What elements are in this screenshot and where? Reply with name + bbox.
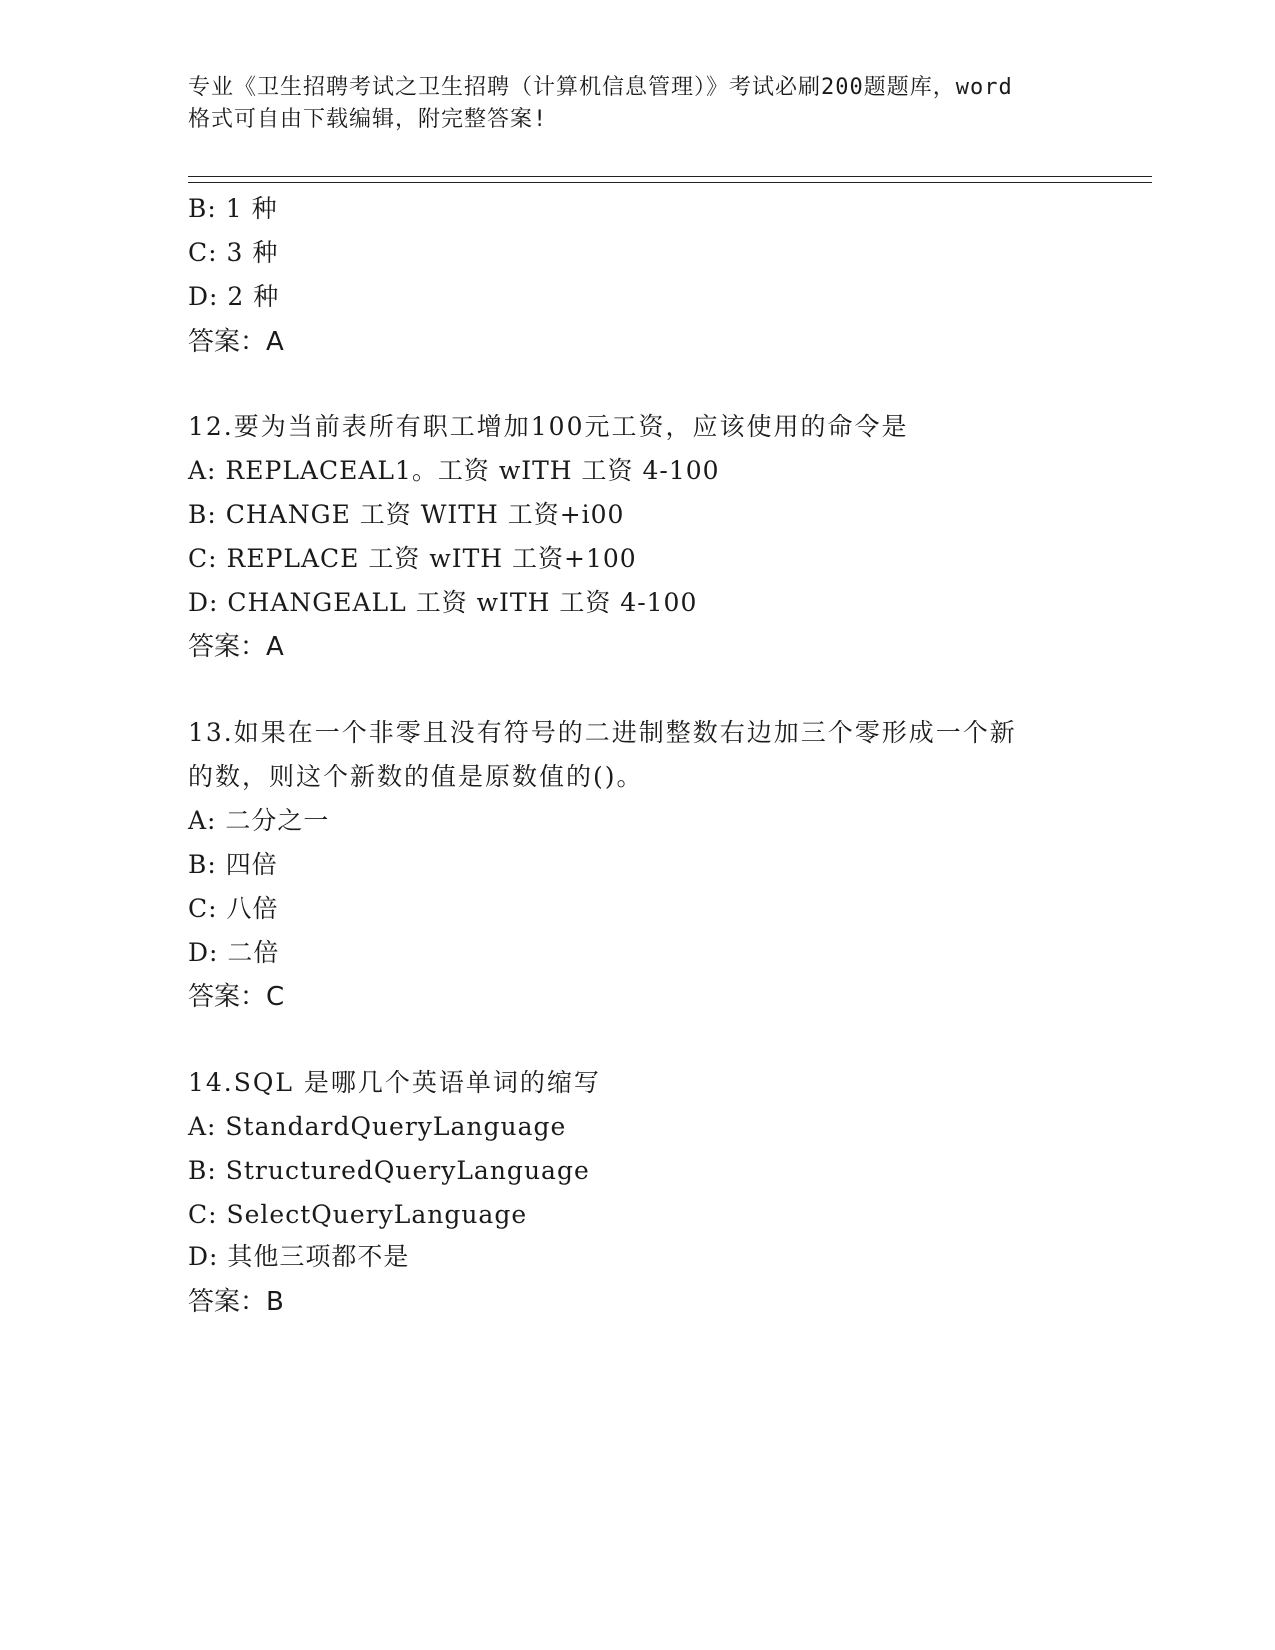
q11-option-b: B: 1 种 <box>188 194 278 223</box>
q13-option-a: A: 二分之一 <box>188 806 330 835</box>
q14-option-c: C: SelectQueryLanguage <box>188 1200 528 1229</box>
q13-question-line-2: 的数，则这个新数的值是原数值的()。 <box>188 762 644 791</box>
q13-option-b: B: 四倍 <box>188 850 278 879</box>
q11-option-d: D: 2 种 <box>188 282 280 311</box>
q13-option-c: C: 八倍 <box>188 894 279 923</box>
q12-option-b: B: CHANGE 工资 WITH 工资+i00 <box>188 500 625 529</box>
q11-answer: 答案：A <box>188 327 284 357</box>
q13-option-d: D: 二倍 <box>188 938 280 967</box>
q13-answer: 答案：C <box>188 982 285 1012</box>
q12-question: 12.要为当前表所有职工增加100元工资，应该使用的命令是 <box>188 412 909 441</box>
document-header <box>188 72 1088 136</box>
header-rule-top <box>188 176 1152 177</box>
q14-answer: 答案：B <box>188 1287 284 1317</box>
q12-answer: 答案：A <box>188 632 284 662</box>
q12-option-c: C: REPLACE 工资 wITH 工资+100 <box>188 544 637 573</box>
q11-option-c: C: 3 种 <box>188 238 279 267</box>
q14-question: 14.SQL 是哪几个英语单词的缩写 <box>188 1068 601 1097</box>
q12-option-d: D: CHANGEALL 工资 wITH 工资 4-100 <box>188 588 698 617</box>
q14-option-b: B: StructuredQueryLanguage <box>188 1156 590 1185</box>
header-rule-bottom <box>188 182 1152 183</box>
q13-question-line-1: 13.如果在一个非零且没有符号的二进制整数右边加三个零形成一个新 <box>188 718 1017 747</box>
header-line-1: 专业《卫生招聘考试之卫生招聘（计算机信息管理）》考试必刷200题题库，word <box>188 75 1013 100</box>
q14-option-a: A: StandardQueryLanguage <box>188 1112 567 1141</box>
header-line-2: 格式可自由下载编辑，附完整答案! <box>188 107 548 132</box>
q12-option-a: A: REPLACEAL1。工资 wITH 工资 4-100 <box>188 456 720 485</box>
q14-option-d: D: 其他三项都不是 <box>188 1242 410 1271</box>
